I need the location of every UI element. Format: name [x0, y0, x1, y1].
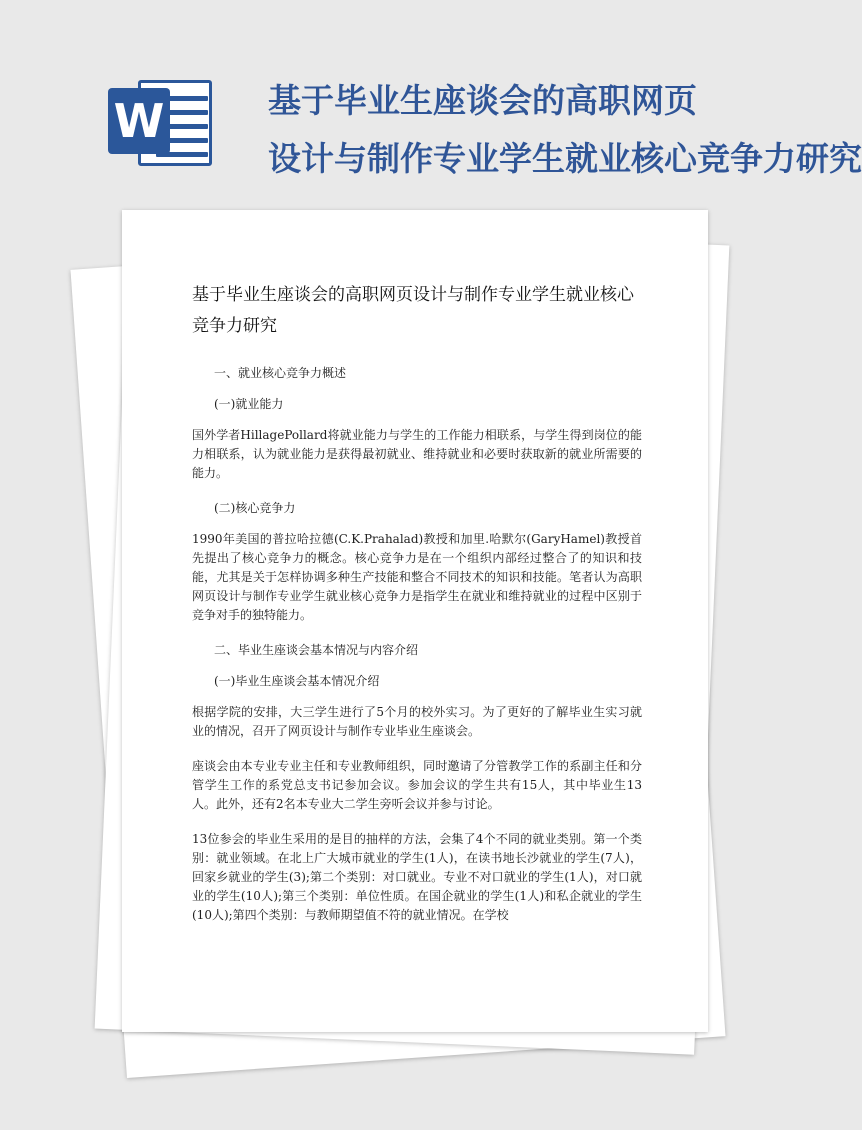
banner-title — [268, 72, 862, 188]
subsection-heading: (一)就业能力 — [214, 397, 284, 411]
paragraph: 座谈会由本专业专业主任和专业教师组织，同时邀请了分管教学工作的系副主任和分管学生工作的系党总支书记参加会议。参加会议的学生共有15人，其中毕业生13人。此外，还有2名本专业大二学生旁听会议并参与讨论。 — [192, 759, 642, 811]
paragraph: 1990年美国的普拉哈拉德(C.K.Prahalad)教授和加里.哈默尔(GaryHamel)教授首先提出了核心竞争力的概念。核心竞争力是在一个组织内部经过整合了的知识和技能，尤其是关于怎样协调多种生产技能和整合不同技术的知识和技能。笔者认为高职网页设计与制作专业学生就业核心竞争力是指学生在就业和维持就业的过程中区别于竞争对手的独特能力。 — [192, 532, 642, 622]
word-w-badge: W — [108, 88, 170, 154]
paragraph: 根据学院的安排，大三学生进行了5个月的校外实习。为了更好的了解毕业生实习就业的情况，召开了网页设计与制作专业毕业生座谈会。 — [192, 705, 642, 738]
subsection-heading: (一)毕业生座谈会基本情况介绍 — [214, 674, 380, 688]
paragraph: 国外学者HillagePollard将就业能力与学生的工作能力相联系，与学生得到岗位的能力相联系，认为就业能力是获得最初就业、维持就业和必要时获取新的就业所需要的能力。 — [192, 428, 642, 480]
preview-banner — [0, 0, 862, 210]
document-body — [192, 280, 642, 941]
subsection-heading: (二)核心竞争力 — [214, 501, 296, 515]
word-document-icon — [108, 74, 216, 170]
paragraph: 13位参会的毕业生采用的是目的抽样的方法，会集了4个不同的就业类别。第一个类别：就业领域。在北上广大城市就业的学生(1人)，在读书地长沙就业的学生(7人)，回家乡就业的学生(3);第二个类别：对口就业。专业不对口就业的学生(1人)，对口就业的学生(10人);第三个类别：单位性质。在国企就业的学生(1人)和私企就业的学生(10人);第四个类别：与教师期望值不符的就业情况。在学校 — [192, 832, 642, 922]
banner-title-line-1: 基于毕业生座谈会的高职网页 — [268, 81, 697, 120]
section-heading: 一、就业核心竞争力概述 — [214, 366, 347, 380]
banner-title-line-2: 设计与制作专业学生就业核心竞争力研究 — [268, 139, 862, 178]
document-title: 基于毕业生座谈会的高职网页设计与制作专业学生就业核心竞争力研究 — [192, 285, 634, 336]
section-heading: 二、毕业生座谈会基本情况与内容介绍 — [214, 643, 419, 657]
